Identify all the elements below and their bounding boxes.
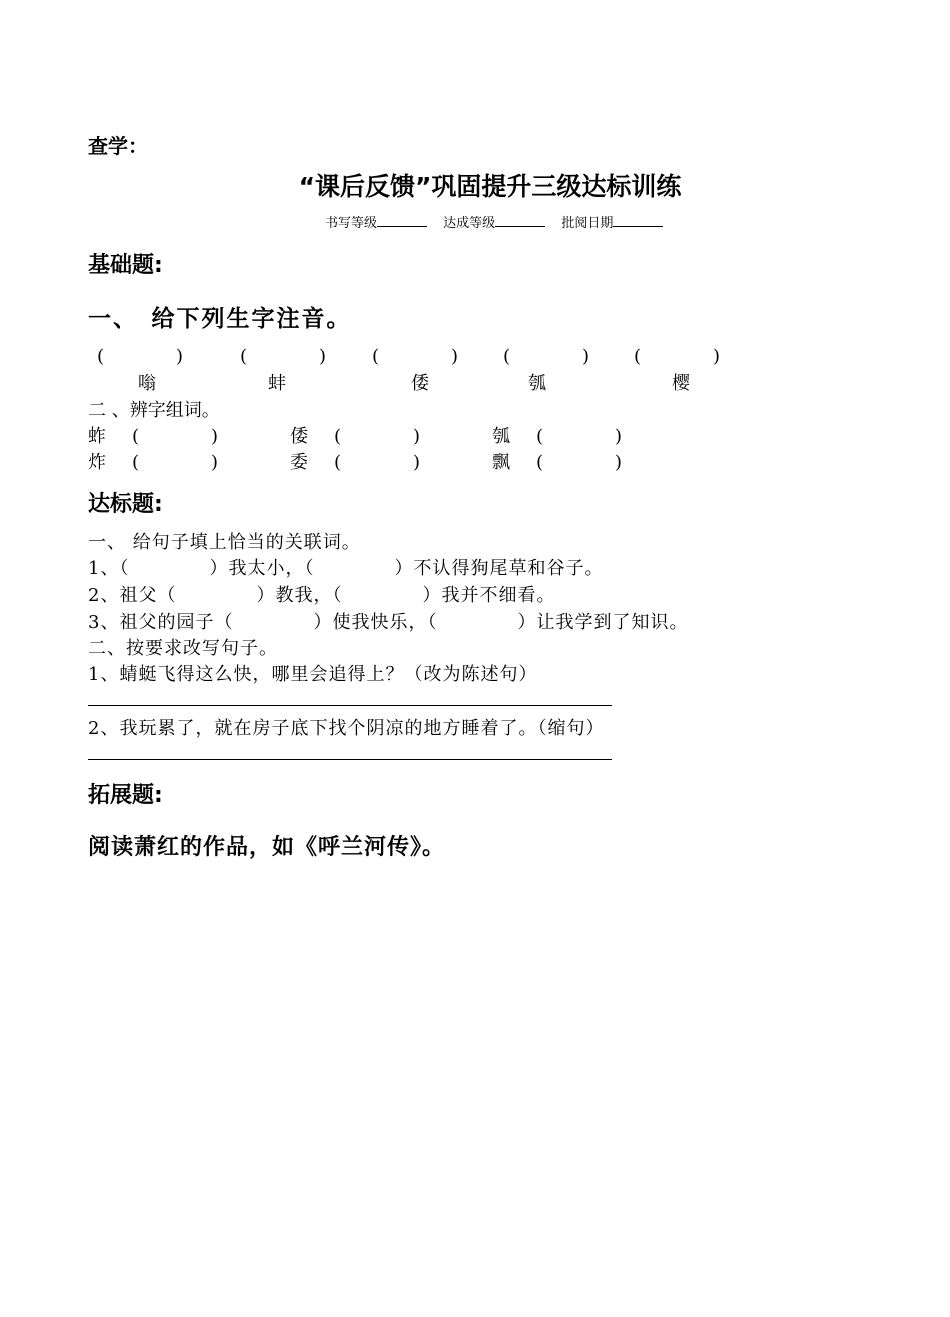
q2-title: 二 、辨字组词。 bbox=[88, 400, 220, 421]
achievement-grade-blank[interactable] bbox=[495, 214, 545, 227]
writing-grade-label: 书写等级 bbox=[325, 216, 378, 231]
pinyin-blank-5[interactable]: ( ) bbox=[634, 346, 721, 367]
q1-title: 一、 给下列生字注音。 bbox=[88, 306, 352, 332]
conjunction-sentence-1 bbox=[88, 554, 603, 580]
rewrite-sentence-1: 1、蜻蜓飞得这么快，哪里会追得上？（改为陈述句） bbox=[88, 664, 538, 685]
pinyin-blank-3[interactable]: ( ) bbox=[372, 346, 459, 367]
pinyin-blank-1[interactable]: ( ) bbox=[97, 346, 184, 367]
conjunction-sentence-2 bbox=[88, 581, 555, 607]
word-blank-2-1[interactable]: ( ) bbox=[132, 452, 219, 473]
word-blank-2-3[interactable]: ( ) bbox=[536, 452, 623, 473]
page-title: “课后反馈”巩固提升三级达标训练 bbox=[298, 172, 682, 201]
review-date-label: 批阅日期 bbox=[561, 216, 614, 231]
sentence-3-part-a: 3、祖父的园子（ bbox=[88, 612, 234, 633]
sentence-1-part-c: ）不认得狗尾草和谷子。 bbox=[394, 558, 604, 579]
grading-meta bbox=[325, 212, 675, 231]
sentence-3-part-b: ）使我快乐，（ bbox=[313, 612, 438, 633]
rewrite-sentence-2: 2、我玩累了，就在房子底下找个阴凉的地方睡着了。（缩句） bbox=[88, 718, 605, 739]
sentence-3-part-c: ）让我学到了知识。 bbox=[517, 612, 689, 633]
sentence-2-part-b: ）教我，（ bbox=[256, 585, 343, 606]
achievement-grade-label: 达成等级 bbox=[443, 216, 496, 231]
word-char-2-3: 飘 bbox=[492, 452, 510, 473]
conjunction-title: 一、 给句子填上恰当的关联词。 bbox=[88, 532, 361, 553]
word-char-1-2: 倭 bbox=[290, 426, 308, 447]
character-5: 樱 bbox=[672, 373, 690, 394]
word-char-2-2: 委 bbox=[290, 452, 308, 473]
rewrite-title: 二、按要求改写句子。 bbox=[88, 638, 278, 659]
word-blank-2-2[interactable]: ( ) bbox=[334, 452, 421, 473]
sentence-2-part-a: 2、祖父（ bbox=[88, 585, 177, 606]
pinyin-blank-4[interactable]: ( ) bbox=[503, 346, 590, 367]
pinyin-blank-2[interactable]: ( ) bbox=[240, 346, 327, 367]
word-blank-1-1[interactable]: ( ) bbox=[132, 426, 219, 447]
character-2: 蚌 bbox=[268, 373, 286, 394]
answer-line-1[interactable] bbox=[88, 705, 612, 706]
word-char-1-3: 瓠 bbox=[492, 426, 510, 447]
conjunction-sentence-3 bbox=[88, 608, 688, 634]
basic-heading: 基础题: bbox=[88, 253, 163, 278]
character-1: 嗡 bbox=[138, 373, 156, 394]
character-4: 瓠 bbox=[528, 373, 546, 394]
sentence-1-part-a: 1、（ bbox=[88, 558, 130, 579]
extension-text: 阅读萧红的作品，如《呼兰河传》。 bbox=[88, 835, 446, 860]
checker-label: 查学： bbox=[88, 134, 148, 158]
sentence-1-part-b: ）我太小，（ bbox=[209, 558, 315, 579]
standard-heading: 达标题: bbox=[88, 492, 163, 517]
word-blank-1-2[interactable]: ( ) bbox=[334, 426, 421, 447]
writing-grade-blank[interactable] bbox=[377, 214, 427, 227]
sentence-2-part-c: ）我并不细看。 bbox=[422, 585, 556, 606]
answer-line-2[interactable] bbox=[88, 759, 612, 760]
review-date-blank[interactable] bbox=[613, 214, 663, 227]
extension-heading: 拓展题: bbox=[88, 783, 163, 808]
word-blank-1-3[interactable]: ( ) bbox=[536, 426, 623, 447]
word-char-2-1: 炸 bbox=[88, 452, 106, 473]
character-3: 倭 bbox=[411, 373, 429, 394]
word-char-1-1: 蚱 bbox=[88, 426, 106, 447]
